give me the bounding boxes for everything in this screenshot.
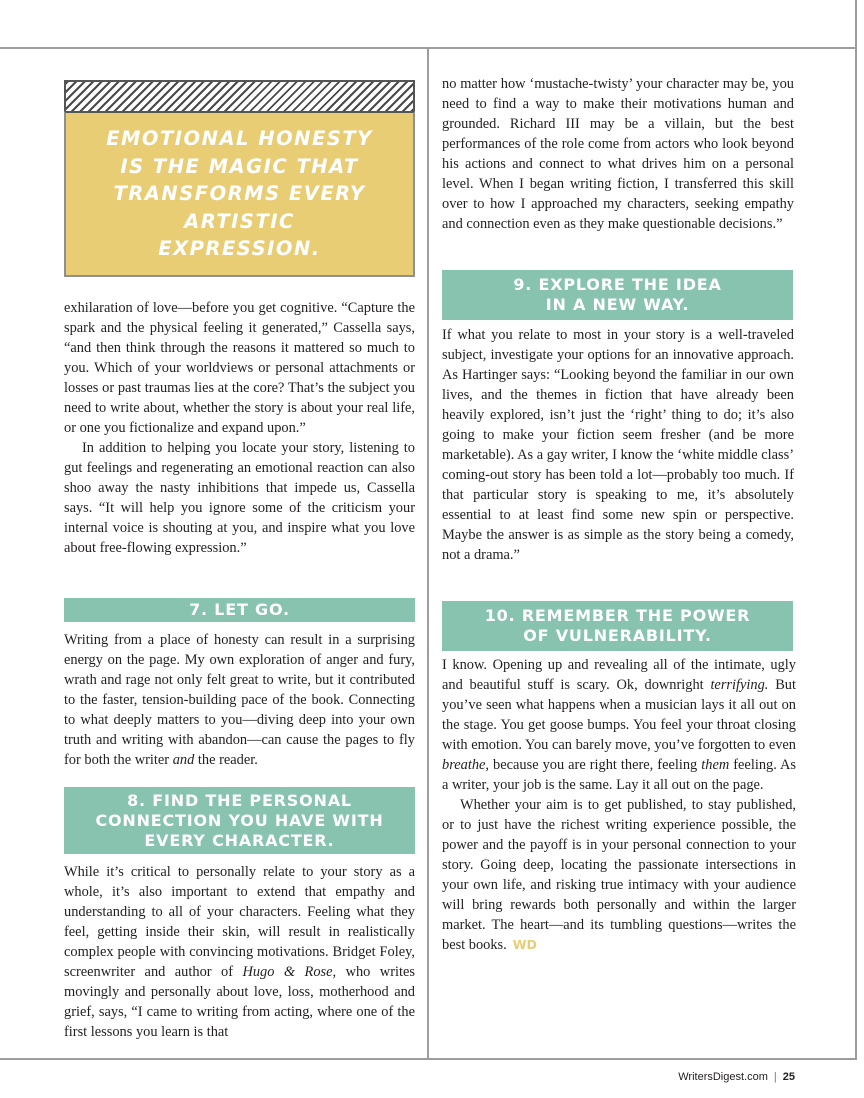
emphasis: breathe, (442, 757, 490, 773)
left-column-intro (64, 298, 415, 558)
pull-quote-box (64, 111, 415, 277)
heading-9-line: IN A NEW WAY. (545, 295, 690, 314)
text-run: feeling. As a writer, your job is the same. Lay it all out on the page. (442, 757, 797, 793)
paragraph (442, 795, 796, 955)
heading-8-line: 8. FIND THE PERSONAL (127, 790, 352, 810)
section-9-body (442, 325, 794, 565)
pull-quote-text: EMOTIONAL HONESTY IS THE MAGIC THAT TRANSFORMS EVERY ARTISTIC EXPRESSION. (106, 127, 373, 261)
paragraph (442, 655, 796, 795)
paragraph: no matter how ‘mustache-twisty’ your character may be, you need to find a way to make their motivations human and grounded. Richard III may be a villain, but the best performances of the role come from actors who look beyond his actions and connect to what drives him on a personal level. When I began writing fiction, I transferred this skill over to how I approached my characters, seeking empathy and connection even as they make questionable decisions.” (442, 76, 794, 232)
footer-separator: | (773, 1071, 777, 1083)
heading-8-line: EVERY CHARACTER. (144, 830, 335, 850)
heading-10-line: OF VULNERABILITY. (523, 626, 712, 645)
paragraph (64, 630, 415, 770)
heading-8 (64, 787, 415, 854)
text-run: Writing from a place of honesty can result in a surprising energy on the page. My own exploration of anger and fury, wrath and rage not only felt great to write, but it contributed to the faster, tension-building pace of the book. Connecting to what deeply matters to you—diving deep into your own truth and writing with abandon—can cause the pages to fly for both the writer (64, 632, 415, 768)
paragraph: In addition to helping you locate your story, listening to gut feelings and regenerating an emotional reaction can also shoo away the nasty inhibitions that impede us, Cassella says. “It will help you ignore some of the criticism your internal voice is shouting at you, and inspire what you love about free-flowing expression.” (64, 440, 415, 556)
page-number: 25 (782, 1071, 795, 1083)
text-run: because you are right there, feeling (493, 757, 698, 773)
section-8-body (64, 862, 415, 1042)
pull-quote (64, 80, 415, 277)
right-rule (855, 0, 857, 1060)
text-run: the reader. (197, 752, 258, 768)
section-7-body (64, 630, 415, 770)
end-mark: WD (512, 937, 537, 952)
text-run: Whether your aim is to get published, to stay published, or to just have the richest writing experience possible, the power and the payoff is in your personal connection to your story. Going deep, locating the passionate intersections in your own life, and risking true intimacy with your audience will bring rewards both personally and within the larger market. The heart—and its tumbling questions—writes the best books. (442, 797, 796, 953)
heading-7 (64, 598, 415, 622)
heading-9 (442, 270, 793, 320)
section-8-continued (442, 74, 794, 234)
emphasis: them (701, 757, 730, 773)
heading-10-line: 10. REMEMBER THE POWER (484, 606, 751, 625)
heading-10 (442, 601, 793, 651)
text-run: While it’s critical to personally relate to your story as a whole, it’s also important to extend that empathy and understanding to all of your characters. Feeling what they feel, getting inside their skin, will result in realistically complex people with convincing motivations. Bridget Foley, screenwriter and author of (64, 864, 415, 980)
page-footer (620, 1071, 795, 1083)
section-10-body (442, 655, 796, 955)
paragraph: exhilaration of love—before you get cognitive. “Capture the spark and the physical feeling it generated,” Cassella says, “and then think through the reasons it mattered so much to you. Which of your worldviews or personal attachments or losses or past traumas lies at the core? That’s the subject you need to write about, whether the story is about your real life, or one you fictionalize and expand upon.” (64, 300, 415, 436)
pull-quote-hatch-band (64, 80, 415, 111)
emphasis: Hugo & Rose, (242, 964, 337, 980)
emphasis: terrifying. (710, 677, 769, 693)
paragraph: If what you relate to most in your story is a well-traveled subject, investigate your options for an innovative approach. As Hartinger says: “Looking beyond the familiar in our own lives, and the themes in fiction that have already been heavily explored, isn’t just the ‘right’ thing to do; it’s also going to make your fiction seem fresher (and be more marketable). As a gay writer, I know the ‘white middle class’ coming-out story has been told a lot—probably too much. If that particular story is speaking to me, it’s absolutely essential to at least find some new spin or perspective. Maybe the answer is as simple as the story being a comedy, not a drama.” (442, 327, 794, 563)
text-run: But you’ve seen what happens when a musician lays it all out on the stage. You get goose bumps. You feel your throat closing with emotion. You can barely move, you’ve forgotten to even (442, 677, 796, 753)
text-run: I know. Opening up and revealing all of the intimate, ugly and beautiful stuff is scary. Ok, downright (442, 657, 796, 693)
footer-site: WritersDigest.com (678, 1071, 768, 1083)
bottom-rule (0, 1058, 856, 1060)
heading-9-line: 9. EXPLORE THE IDEA (513, 275, 722, 294)
column-divider (427, 49, 429, 1058)
emphasis: and (172, 752, 195, 768)
paragraph (64, 862, 415, 1042)
heading-8-line: CONNECTION YOU HAVE WITH (95, 810, 384, 830)
heading-7-text: 7. LET GO. (189, 600, 290, 619)
text-run: who writes movingly and personally about love, loss, motherhood and grief, says, “I came to writing from acting, where one of the first lessons you learn is that (64, 964, 415, 1040)
